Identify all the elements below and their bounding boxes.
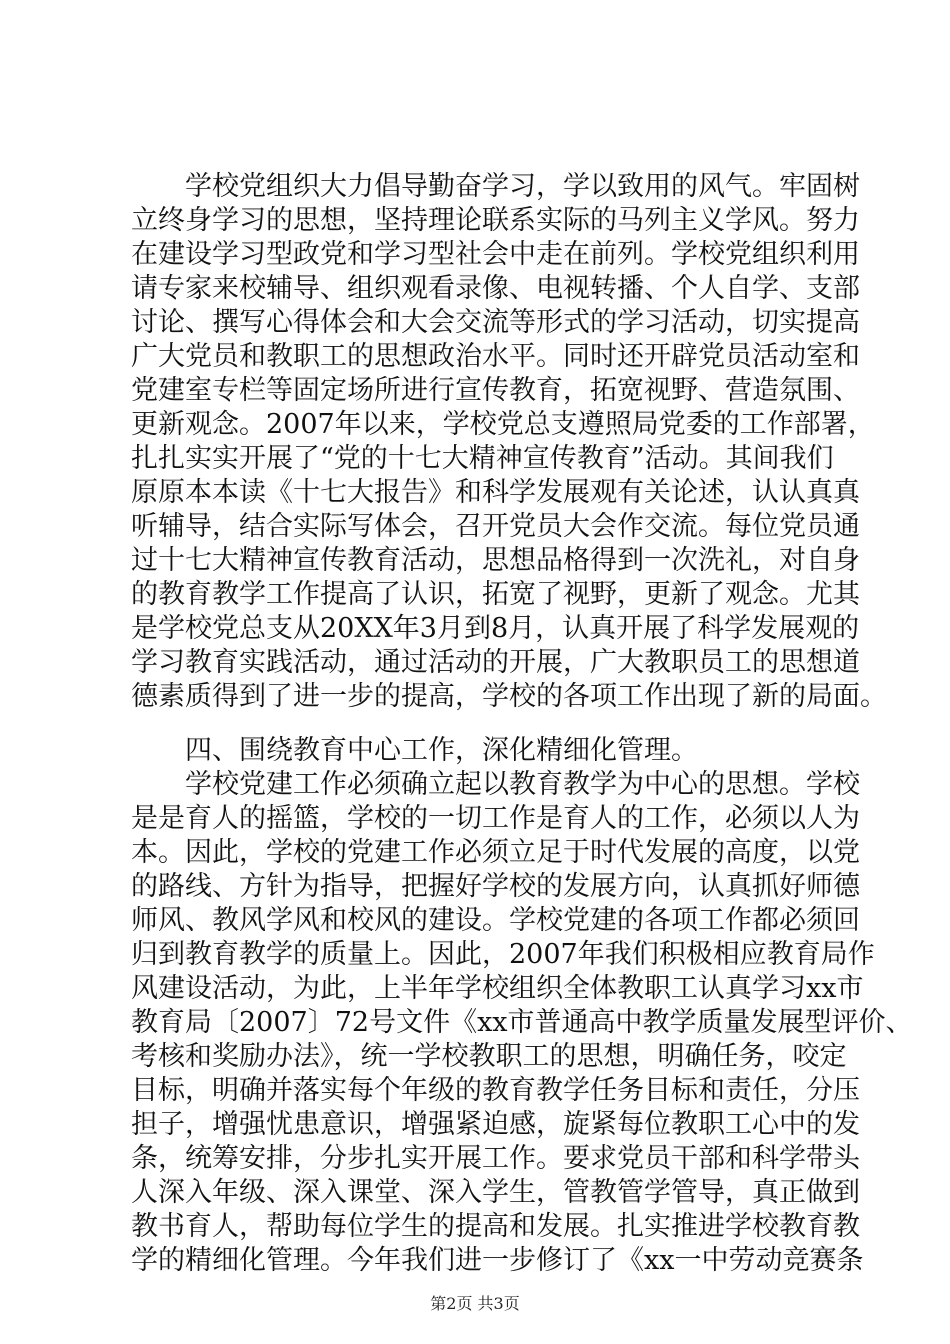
text-line: 人深入年级、深入课堂、深入学生，管教管学管导，真正做到 [131, 1177, 860, 1208]
text-line: 在建设学习型政党和学习型社会中走在前列。学校党组织利用 [131, 239, 860, 270]
text-line: 学校党建工作必须确立起以教育教学为中心的思想。学校 [131, 769, 860, 800]
text-line: 的教育教学工作提高了认识，拓宽了视野，更新了观念。尤其 [131, 579, 860, 610]
text-line: 考核和奖励办法》，统一学校教职工的思想，明确任务，咬定 [131, 1041, 847, 1072]
text-line: 目标，明确并落实每个年级的教育教学任务目标和责任，分压 [131, 1075, 860, 1106]
text-line: 立终身学习的思想，坚持理论联系实际的马列主义学风。努力 [131, 205, 860, 236]
text-line: 是是育人的摇篮，学校的一切工作是育人的工作，必须以人为 [131, 803, 860, 834]
text-line: 归到教育教学的质量上。因此，2007年我们积极相应教育局作 [131, 939, 875, 970]
text-line: 教育局〔2007〕72号文件《xx市普通高中教学质量发展型评价、 [131, 1007, 913, 1038]
text-line: 担子，增强忧患意识，增强紧迫感，旋紧每位教职工心中的发 [131, 1109, 860, 1140]
text-line: 师风、教风学风和校风的建设。学校党建的各项工作都必须回 [131, 905, 860, 936]
text-line: 原原本本读《十七大报告》和科学发展观有关论述，认认真真 [131, 477, 860, 508]
text-line: 讨论、撰写心得体会和大会交流等形式的学习活动，切实提高 [131, 307, 860, 338]
text-line: 的路线、方针为指导，把握好学校的发展方向，认真抓好师德 [131, 871, 860, 902]
text-line: 德素质得到了进一步的提高，学校的各项工作出现了新的局面。 [131, 681, 887, 712]
text-line: 广大党员和教职工的思想政治水平。同时还开辟党员活动室和 [131, 341, 860, 372]
text-line: 本。因此，学校的党建工作必须立足于时代发展的高度，以党 [131, 837, 860, 868]
text-line: 学的精细化管理。今年我们进一步修订了《xx一中劳动竞赛条 [131, 1245, 864, 1276]
text-line: 教书育人，帮助每位学生的提高和发展。扎实推进学校教育教 [131, 1211, 860, 1242]
text-line: 更新观念。2007年以来，学校党总支遵照局党委的工作部署， [131, 409, 875, 440]
text-line: 风建设活动，为此，上半年学校组织全体教职工认真学习xx市 [131, 973, 864, 1004]
text-line: 党建室专栏等固定场所进行宣传教育，拓宽视野、营造氛围、 [131, 375, 860, 406]
page-footer: 第2页 共3页 [430, 1294, 520, 1313]
text-line: 扎扎实实开展了“党的十七大精神宣传教育”活动。其间我们 [131, 443, 834, 474]
text-line: 请专家来校辅导、组织观看录像、电视转播、个人自学、支部 [131, 273, 860, 304]
text-line: 听辅导，结合实际写体会，召开党员大会作交流。每位党员通 [131, 511, 860, 542]
text-line: 是学校党总支从20XX年3月到8月，认真开展了科学发展观的 [131, 613, 860, 644]
text-line: 学校党组织大力倡导勤奋学习，学以致用的风气。牢固树 [131, 171, 860, 202]
section-heading: 四、围绕教育中心工作，深化精细化管理。 [131, 735, 698, 766]
text-line: 条，统筹安排，分步扎实开展工作。要求党员干部和科学带头 [131, 1143, 860, 1174]
text-line: 过十七大精神宣传教育活动，思想品格得到一次洗礼，对自身 [131, 545, 860, 576]
text-line: 学习教育实践活动，通过活动的开展，广大教职员工的思想道 [131, 647, 860, 678]
